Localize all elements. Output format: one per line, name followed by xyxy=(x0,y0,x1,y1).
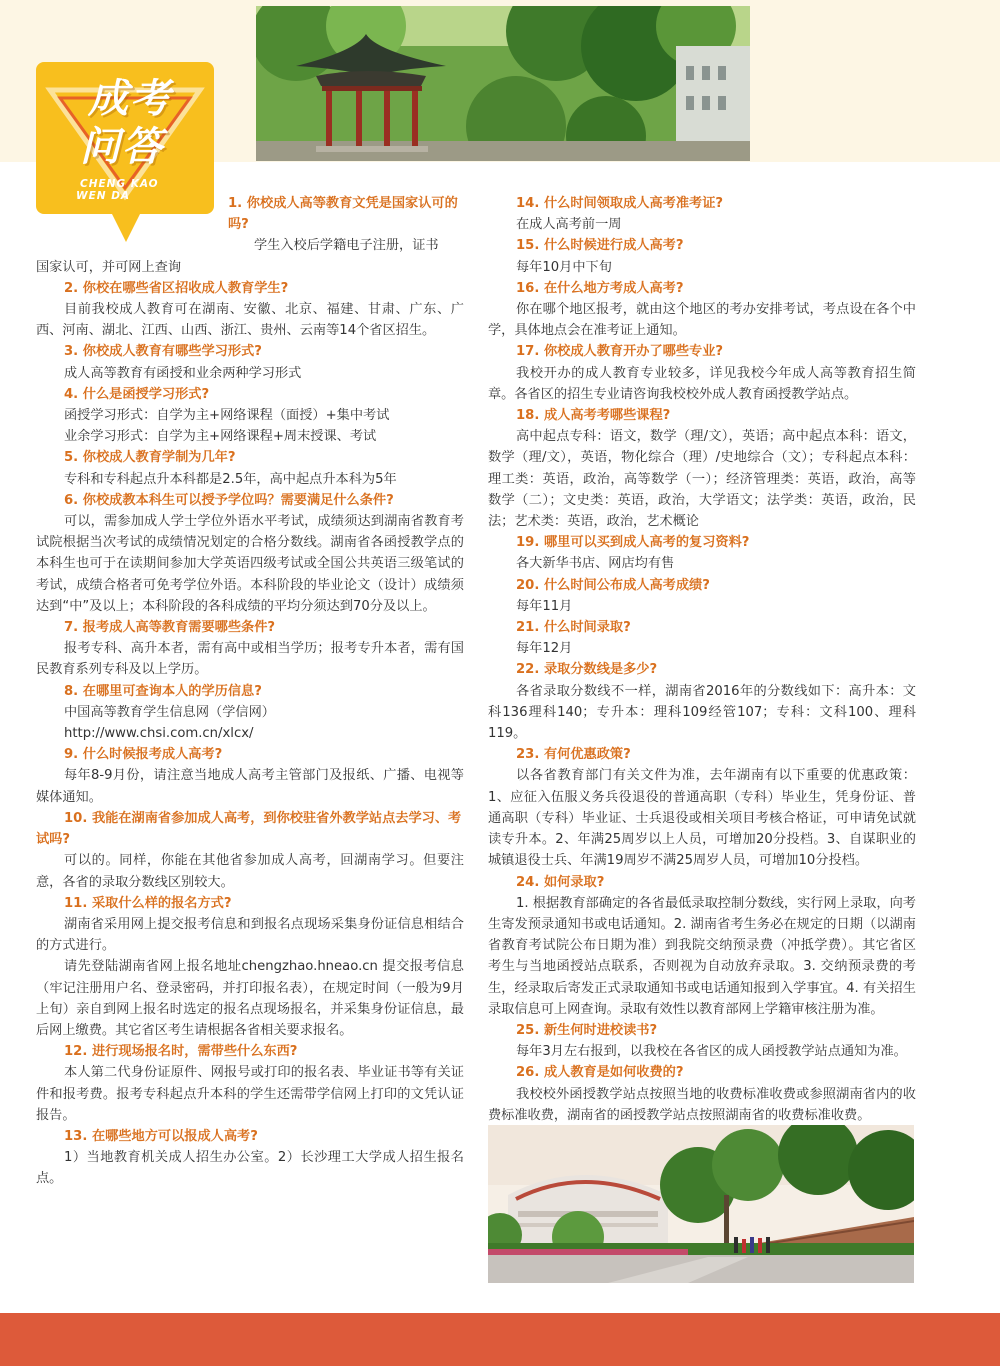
question-16: 16. 在什么地方考成人高考? xyxy=(516,280,684,296)
answer-2: 目前我校成人教育可在湖南、安徽、北京、福建、甘肃、广东、广西、河南、湖北、江西、山西、浙江、贵州、云南等14个省区招生。 xyxy=(36,302,464,339)
question-13: 13. 在哪些地方可以报成人高考? xyxy=(64,1128,258,1144)
campus-photo xyxy=(488,1125,914,1283)
question-10: 10. 我能在湖南省参加成人高考，到你校驻省外教学站点去学习、考试吗? xyxy=(36,810,462,848)
badge-title-line2: 问答 xyxy=(80,124,164,170)
question-19: 19. 哪里可以买到成人高考的复习资料? xyxy=(516,535,750,551)
answer-14: 在成人高考前一周 xyxy=(516,217,622,233)
question-11: 11. 采取什么样的报名方式? xyxy=(64,895,232,911)
badge-title-line1: 成考 xyxy=(88,76,172,122)
question-14: 14. 什么时间领取成人高考准考证? xyxy=(516,196,724,211)
question-4: 4. 什么是函授学习形式? xyxy=(64,386,210,402)
badge-subtitle-line2: WEN DA xyxy=(76,190,131,202)
question-20: 20. 什么时间公布成人高考成绩? xyxy=(516,577,710,593)
question-25: 25. 新生何时进校读书? xyxy=(516,1022,658,1038)
answer-5: 专科和专科起点升本科都是2.5年，高中起点升本科为5年 xyxy=(64,471,397,487)
question-15: 15. 什么时候进行成人高考? xyxy=(516,238,684,254)
question-7: 7. 报考成人高等教育需要哪些条件? xyxy=(64,620,276,636)
question-9: 9. 什么时候报考成人高考? xyxy=(64,747,223,763)
answer-1-first: 学生入校后学籍电子注册，证书 xyxy=(254,238,439,254)
answer-17: 我校开办的成人教育专业较多，详见我校今年成人高等教育招生简章。各省区的招生专业请咨询我校校外成人教育函授教学站点。 xyxy=(488,365,916,402)
answer-22: 各省录取分数线不一样，湖南省2016年的分数线如下：高升本：文科136理科140；专升本：理科109经管107；专科：文科100、理科119。 xyxy=(488,683,916,742)
badge-subtitle-line1: CHENG KAO xyxy=(80,178,159,190)
answer-8-line1: 中国高等教育学生信息网（学信网） xyxy=(64,704,275,720)
question-5: 5. 你校成人教育学制为几年? xyxy=(64,450,236,466)
question-24: 24. 如何录取? xyxy=(516,874,605,890)
answer-7: 报考专科、高升本者，需有高中或相当学历；报考专升本者，需有国民教育系列专科及以上学历。 xyxy=(36,641,464,678)
answer-6: 可以，需参加成人学士学位外语水平考试，成绩须达到湖南省教育考试院根据当次考试的成绩情况划定的合格分数线。湖南省各函授教学点的本科生也可于在读期间参加大学英语四级考试或全国公共英语三级笔试的考试，成绩合格者可免考学位外语。本科阶段的毕业论文（设计）成绩须达到“中”及以上；本科阶段的各科成绩的平均分须达到70分及以上。 xyxy=(36,514,464,614)
answer-18: 高中起点专科：语文，数学（理/文），英语；高中起点本科：语文，数学（理/文），英语，物化综合（理）/史地综合（文）；专科起点本科：理工类：英语，政治，高等数学（一）；经济管理类：英语，政治，高等数学（二）；文史类：英语，政治，大学语文；法学类：英语，政治，民法；艺术类：英语，政治，艺术概论 xyxy=(488,429,916,530)
question-17: 17. 你校成人教育开办了哪些专业? xyxy=(516,344,724,360)
bottom-band xyxy=(0,1313,1000,1366)
question-8: 8. 在哪里可查询本人的学历信息? xyxy=(64,683,262,699)
question-2: 2. 你校在哪些省区招收成人教育学生? xyxy=(64,280,289,296)
answer-16: 你在哪个地区报考，就由这个地区的考办安排考试，考点设在各个中学，具体地点会在准考证上通知。 xyxy=(488,302,916,339)
pavilion-photo xyxy=(256,6,750,161)
answer-4-line2: 业余学习形式：自学为主+网络课程+周末授课、考试 xyxy=(64,429,377,445)
left-column xyxy=(36,193,464,1190)
answer-9: 每年8-9月份，请注意当地成人高考主管部门及报纸、广播、电视等媒体通知。 xyxy=(36,768,464,805)
answer-10: 可以的。同样，你能在其他省参加成人高考，回湖南学习。但要注意，各省的录取分数线区别较大。 xyxy=(36,853,464,890)
answer-15: 每年10月中下旬 xyxy=(516,259,612,275)
answer-11-para2: 请先登陆湖南省网上报名地址chengzhao.hneao.cn 提交报考信息（牢记注册用户名、登录密码，并打印报名表），在规定时间（一般为9月上旬）亲自到网上报名时选定的报名点现场报名，并采集身份证信息，最后网上缴费。其它省区考生请根据各省相关要求报名。 xyxy=(36,959,464,1038)
question-26: 26. 成人教育是如何收费的? xyxy=(516,1065,684,1081)
question-18: 18. 成人高考考哪些课程? xyxy=(516,408,671,424)
question-23: 23. 有何优惠政策? xyxy=(516,747,631,763)
question-6: 6. 你校成教本科生可以授予学位吗？需要满足什么条件? xyxy=(64,492,394,508)
answer-19: 各大新华书店、网店均有售 xyxy=(516,556,675,572)
answer-12: 本人第二代身份证原件、网报号或打印的报名表、毕业证书等有关证件和报考费。报考专科起点升本科的学生还需带学信网上打印的文凭认证报告。 xyxy=(36,1065,464,1123)
answer-23: 以各省教育部门有关文件为准，去年湖南有以下重要的优惠政策：1、应征入伍服义务兵役退役的普通高职（专科）毕业生，凭身份证、普通高职（专科）毕业证、士兵退役或相关项目考核合格证，可申请免试就读专升本。2、年满25周岁以上人员，可增加20分投档。3、自谋职业的城镇退役士兵、年满19周岁不满25周岁人员，可增加10分投档。 xyxy=(488,768,916,869)
answer-25: 每年3月左右报到，以我校在各省区的成人函授教学站点通知为准。 xyxy=(516,1044,907,1060)
answer-8-link[interactable]: http://www.chsi.com.cn/xlcx/ xyxy=(64,726,254,742)
question-3: 3. 你校成人教育有哪些学习形式? xyxy=(64,344,262,360)
answer-20: 每年11月 xyxy=(516,598,573,614)
answer-13: 1）当地教育机关成人招生办公室。2）长沙理工大学成人招生报名点。 xyxy=(36,1150,464,1187)
question-22: 22. 录取分数线是多少? xyxy=(516,662,658,678)
answer-3: 成人高等教育有函授和业余两种学习形式 xyxy=(64,365,302,381)
answer-26: 我校校外函授教学站点按照当地的收费标准收费或参照湖南省内的收费标准收费，湖南省的函授教学站点按照湖南省的收费标准收费。 xyxy=(488,1086,916,1123)
answer-1 xyxy=(36,235,464,277)
question-21: 21. 什么时间录取? xyxy=(516,620,631,636)
answer-11-para1: 湖南省采用网上提交报考信息和到报名点现场采集身份证信息相结合的方式进行。 xyxy=(36,916,464,954)
right-column xyxy=(488,193,916,1126)
answer-1-rest: 国家认可，并可网上查询 xyxy=(36,259,182,275)
answer-24: 1. 根据教育部确定的各省最低录取控制分数线，实行网上录取，向考生寄发预录通知书或电话通知。2. 湖南省考生务必在规定的日期（以湖南省教育考试院公布日期为准）到我院交纳预录费（冲抵学费）。其它省区考生与当地函授站点联系，否则视为自动放弃录取。3. 交纳预录费的考生，经录取后寄发正式录取通知书或电话通知报到入学事宜。4. 有关招生录取信息可上网查询。录取有效性以教育部网上学籍审核注册为准。 xyxy=(488,895,916,1017)
answer-4-line1: 函授学习形式：自学为主+网络课程（面授）+集中考试 xyxy=(64,408,390,424)
question-1: 1. 你校成人高等教育文凭是国家认可的吗? xyxy=(228,196,458,233)
answer-21: 每年12月 xyxy=(516,641,573,657)
question-12: 12. 进行现场报名时，需带些什么东西? xyxy=(64,1044,298,1060)
